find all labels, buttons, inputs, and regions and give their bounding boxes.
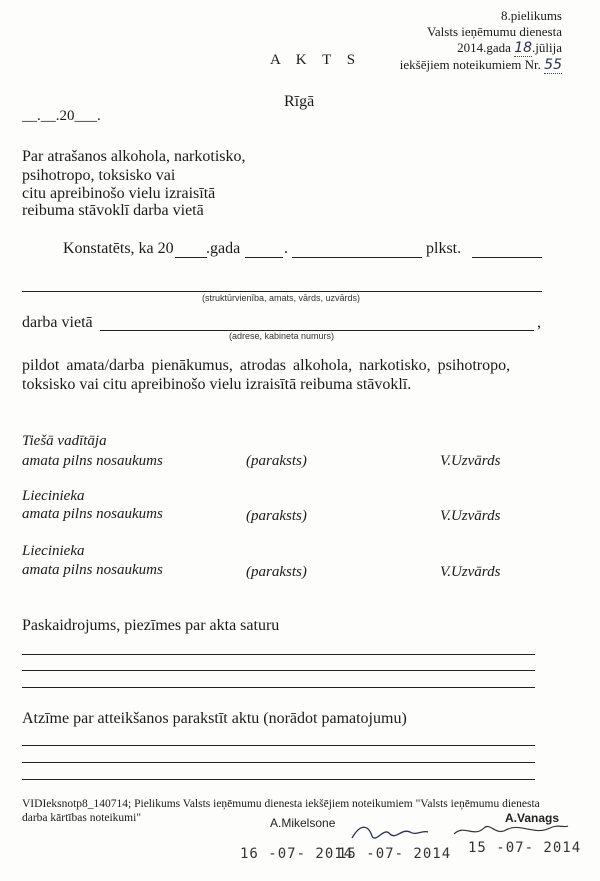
subject-line2: psihotropo, toksisko vai [22,167,176,184]
subject-line3: citu apreibinošo vielu izraisītā [22,185,216,202]
subject-line1: Par atrašanos alkohola, narkotisko, [22,148,246,165]
signatory-2-name: V.Uzvārds [440,508,501,524]
signatory-3-position: amata pilns nosaukums [22,562,163,578]
konstatets-label: Konstatēts, ka 20 [63,240,174,257]
signatory-3-role: Liecinieka [22,543,85,559]
person-caption: (struktūrvienība, amats, vārds, uzvārds) [202,293,361,303]
refusal-line-2 [22,762,535,763]
appendix-year-text: 2014.gada [457,40,511,55]
refusal-line-1 [22,745,535,746]
appendix-day-handwritten: 18 [514,40,533,56]
explanations-label: Paskaidrojums, piezīmes par akta saturu [22,617,280,634]
signatory-3-name: V.Uzvārds [440,564,501,580]
gada-label: .gada [206,240,241,257]
stamp-name-vanags: A.Vanags [505,811,560,825]
year-blank-line [175,257,207,258]
comma-label: , [537,314,541,331]
appendix-month-text: .jūlija [532,40,562,55]
time-blank-line [472,257,542,258]
date-blank: __.__.20___. [22,108,101,124]
handwritten-signature-1 [350,818,430,846]
workplace-caption: (adrese, kabineta numurs) [229,331,335,341]
appendix-date [457,40,562,56]
signatory-2-position: amata pilns nosaukums [22,506,163,522]
footer-line2: darba kārtības noteikumi" [22,812,142,824]
day-blank-line [245,257,283,258]
signatory-3-signature: (paraksts) [246,564,307,580]
explanations-line-3 [22,687,535,688]
date-stamp-3: 15 -07- 2014 [468,840,582,856]
appendix-regulation-text: iekšējiem noteikumiem Nr. [399,57,541,72]
signatory-1-name: V.Uzvārds [440,453,501,469]
date-stamp-1: 16 -07- 2014 [240,846,354,862]
explanations-line-1 [22,654,535,655]
date-stamp-2: 15 -07- 2014 [338,846,452,862]
signatory-1-signature: (paraksts) [246,453,307,469]
explanations-line-2 [22,670,535,671]
statement-line1: pildot amata/darba pienākumus, atrodas alkohola, narkotisko, psihotropo, [22,357,511,374]
appendix-line2: Valsts ieņēmumu dienesta [426,24,562,39]
refusal-line-3 [22,779,535,780]
signatory-1-role: Tiešā vadītāja [22,433,107,449]
subject-line4: reibuma stāvoklī darba vietā [22,202,204,219]
statement-line2: toksisko vai citu apreibinošo vielu izraisītā reibuma stāvoklī. [22,376,412,393]
appendix-regulation [400,57,562,73]
footer-line1: VIDIeksnotp8_140714; Pielikums Valsts ieņēmumu dienesta iekšējiem noteikumiem "Valsts ieņēmumu dienesta [22,798,540,810]
place: Rīgā [284,93,315,110]
person-blank-line [22,291,542,292]
month-blank-line [292,257,422,258]
appendix-number-handwritten: 55 [544,57,562,73]
signatory-2-role: Liecinieka [22,488,85,504]
appendix-line1: 8.pielikums [500,8,562,23]
darba-vieta-label: darba vietā [22,314,93,331]
document-title: A K T S [270,52,362,68]
stamp-name-mikelsone: A.Mikelsone [270,816,336,830]
dot-label: . [284,240,288,257]
plkst-label: plkst. [426,240,462,257]
signatory-2-signature: (paraksts) [246,508,307,524]
refusal-label: Atzīme par atteikšanos parakstīt aktu (norādot pamatojumu) [22,710,407,727]
signatory-1-position: amata pilns nosaukums [22,453,163,469]
